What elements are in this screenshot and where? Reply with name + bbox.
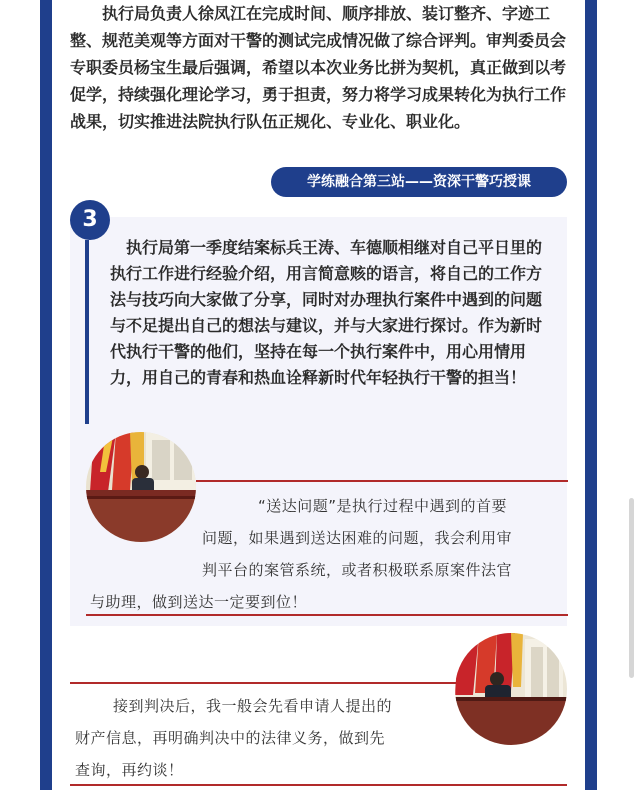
- section-number-badge: 3: [70, 200, 110, 240]
- quote-1-line: 问题，如果遇到送达困难的问题，我会利用审: [202, 529, 513, 547]
- quote-2-line: 接到判决后，我一般会先看申请人提出的: [113, 697, 393, 715]
- quote-1-line: “送达问题”是执行过程中遇到的首要: [258, 497, 508, 515]
- scrollbar-thumb[interactable]: [629, 498, 634, 678]
- quote-1-top-rule: [196, 480, 568, 482]
- speaker-photo-2-image: [455, 633, 567, 745]
- quote-1: [90, 490, 568, 618]
- card-accent-bar: [85, 240, 89, 424]
- right-border-stripe: [585, 0, 597, 790]
- quote-2: [75, 690, 450, 786]
- quote-1-line: 与助理，做到送达一定要到位！: [90, 593, 308, 611]
- speaker-photo-2: [455, 633, 567, 745]
- quote-2-line: 查询，再约谈！: [75, 761, 184, 779]
- section-title-pill: 学练融合第三站——资深干警巧授课: [271, 167, 567, 197]
- quote-2-top-rule: [70, 682, 456, 684]
- quote-2-line: 财产信息，再明确判决中的法律义务，做到先: [75, 729, 386, 747]
- left-border-stripe: [40, 0, 52, 790]
- article-paragraph-2: 执行局第一季度结案标兵王涛、车德顺相继对自己平日里的执行工作进行经验介绍，用言简意赅的语言，将自己的工作方法与技巧向大家做了分享，同时对办理执行案件中遇到的问题与不足提出自己的想法与建议，并与大家进行探讨。作为新时代执行干警的他们，坚持在每一个执行案件中，用心用情用力，用自己的青春和热血诠释新时代年轻执行干警的担当！: [110, 238, 543, 387]
- quote-1-line: 判平台的案管系统，或者积极联系原案件法官: [202, 561, 513, 579]
- article-paragraph-1: 执行局负责人徐凤江在完成时间、顺序排放、装订整齐、字迹工整、规范美观等方面对干警的测试完成情况做了综合评判。审判委员会专职委员杨宝生最后强调，希望以本次业务比拼为契机，真正做到以考促学，持续强化理论学习，勇于担责，努力将学习成果转化为执行工作战果，切实推进法院执行队伍正规化、专业化、职业化。: [70, 4, 567, 131]
